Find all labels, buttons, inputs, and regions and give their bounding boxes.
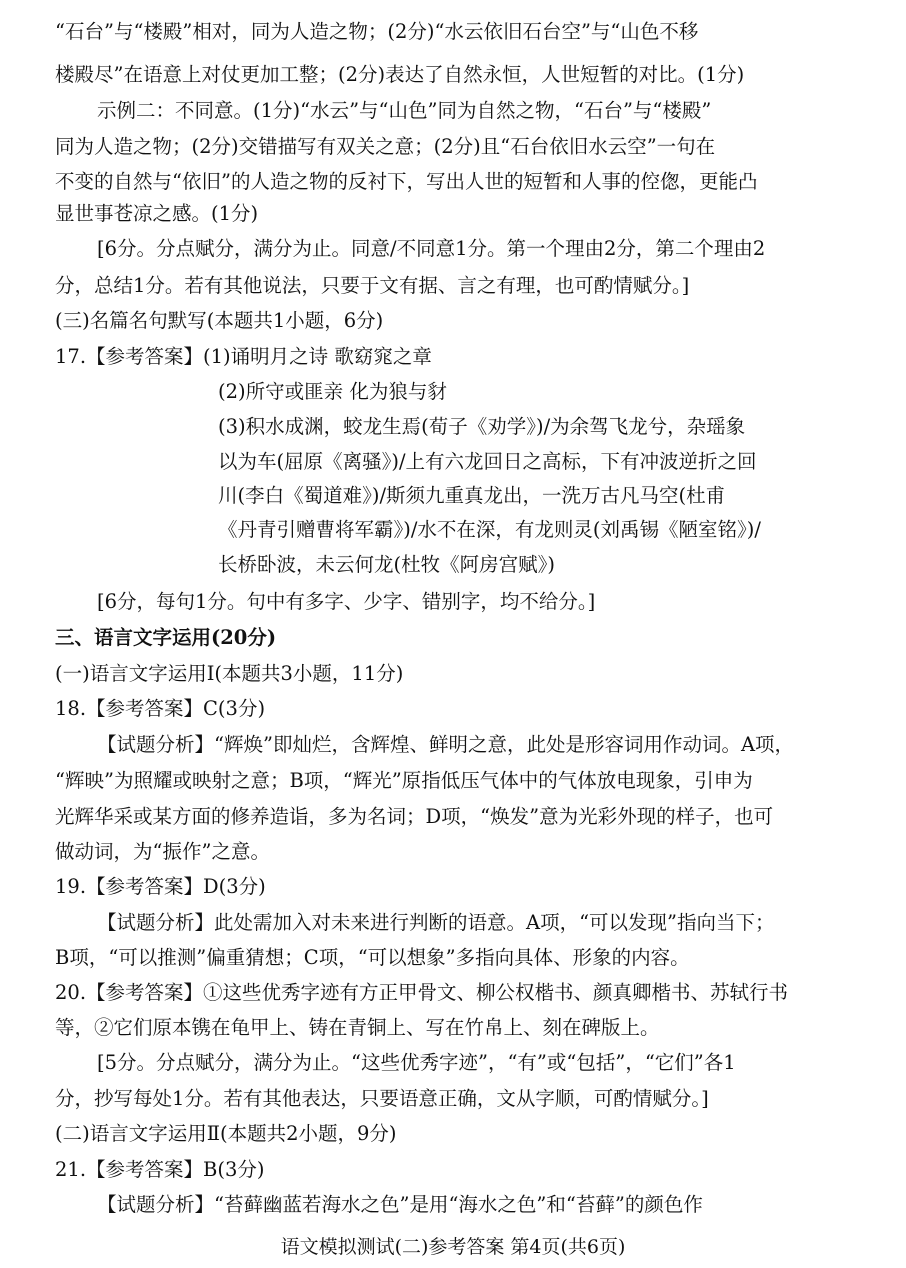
answer-line: (3)积水成渊，蛟龙生焉(荀子《劝学》)/为余驾飞龙兮，杂瑶象 — [218, 415, 746, 438]
text-line: [5分。分点赋分，满分为止。“这些优秀字迹”，“有”或“包括”，“它们”各1 — [97, 1051, 736, 1074]
text-line: “辉映”为照耀或映射之意；B项，“辉光”原指低压气体中的气体放电现象，引申为 — [55, 769, 753, 792]
answer-line: 19.【参考答案】D(3分) — [55, 875, 266, 898]
text-line: [6分，每句1分。句中有多字、少字、错别字，均不给分。] — [97, 590, 596, 613]
text-line: [6分。分点赋分，满分为止。同意/不同意1分。第一个理由2分，第二个理由2 — [97, 237, 766, 260]
answer-line: (2)所守或匪亲 化为狼与豺 — [218, 380, 447, 403]
text-line: 同为人造之物；(2分)交错描写有双关之意；(2分)且“石台依旧水云空”一句在 — [55, 135, 716, 158]
text-line: 示例二：不同意。(1分)“水云”与“山色”同为自然之物，“石台”与“楼殿” — [97, 99, 712, 122]
section-heading: (一)语言文字运用Ⅰ(本题共3小题，11分) — [55, 662, 404, 685]
text-line: B项，“可以推测”偏重猜想；C项，“可以想象”多指向具体、形象的内容。 — [55, 946, 690, 969]
text-line: 楼殿尽”在语意上对仗更加工整；(2分)表达了自然永恒，人世短暂的对比。(1分) — [55, 63, 745, 86]
answer-line: 21.【参考答案】B(3分) — [55, 1158, 265, 1181]
text-line: 分，抄写每处1分。若有其他表达，只要语意正确，文从字顺，可酌情赋分。] — [55, 1087, 709, 1110]
text-line: 显世事苍凉之感。(1分) — [55, 202, 259, 225]
section-heading: (三)名篇名句默写(本题共1小题，6分) — [55, 309, 384, 332]
answer-line: 《丹青引赠曹将军霸》)/水不在深，有龙则灵(刘禹锡《陋室铭》)/ — [218, 518, 761, 541]
text-line: 分，总结1分。若有其他说法，只要于文有据、言之有理，也可酌情赋分。] — [55, 274, 690, 297]
answer-line: 17.【参考答案】(1)诵明月之诗 歌窈窕之章 — [55, 345, 432, 368]
text-line: “石台”与“楼殿”相对，同为人造之物；(2分)“水云依旧石台空”与“山色不移 — [55, 20, 699, 43]
answer-line: 以为车(屈原《离骚》)/上有六龙回日之高标，下有冲波逆折之回 — [218, 450, 757, 473]
section-heading: 三、语言文字运用(20分) — [55, 626, 277, 649]
answer-line: 18.【参考答案】C(3分) — [55, 697, 266, 720]
text-line: 不变的自然与“依旧”的人造之物的反衬下，写出人世的短暂和人事的倥偬，更能凸 — [55, 170, 758, 193]
answer-line: 长桥卧波，未云何龙(杜牧《阿房宫赋》) — [218, 553, 555, 576]
text-line: 【试题分析】此处需加入对未来进行判断的语意。A项，“可以发现”指向当下； — [97, 911, 775, 934]
text-line: 光辉华采或某方面的修养造诣，多为名词；D项，“焕发”意为光彩外现的样子，也可 — [55, 805, 774, 828]
section-heading: (二)语言文字运用Ⅱ(本题共2小题，9分) — [55, 1122, 397, 1145]
answer-line: 川(李白《蜀道难》)/斯须九重真龙出，一洗万古凡马空(杜甫 — [218, 484, 726, 507]
text-line: 等，②它们原本镌在龟甲上、铸在青铜上、写在竹帛上、刻在碑版上。 — [55, 1016, 660, 1039]
text-line: 【试题分析】“辉焕”即灿烂，含辉煌、鲜明之意，此处是形容词用作动词。A项， — [97, 733, 795, 756]
page-footer: 语文模拟测试(二)参考答案 第4页(共6页) — [280, 1236, 626, 1258]
answer-line: 20.【参考答案】①这些优秀字迹有方正甲骨文、柳公权楷书、颜真卿楷书、苏轼行书 — [55, 981, 789, 1004]
text-line: 做动词，为“振作”之意。 — [55, 840, 270, 863]
text-line: 【试题分析】“苔藓幽蓝若海水之色”是用“海水之色”和“苔藓”的颜色作 — [97, 1193, 703, 1216]
